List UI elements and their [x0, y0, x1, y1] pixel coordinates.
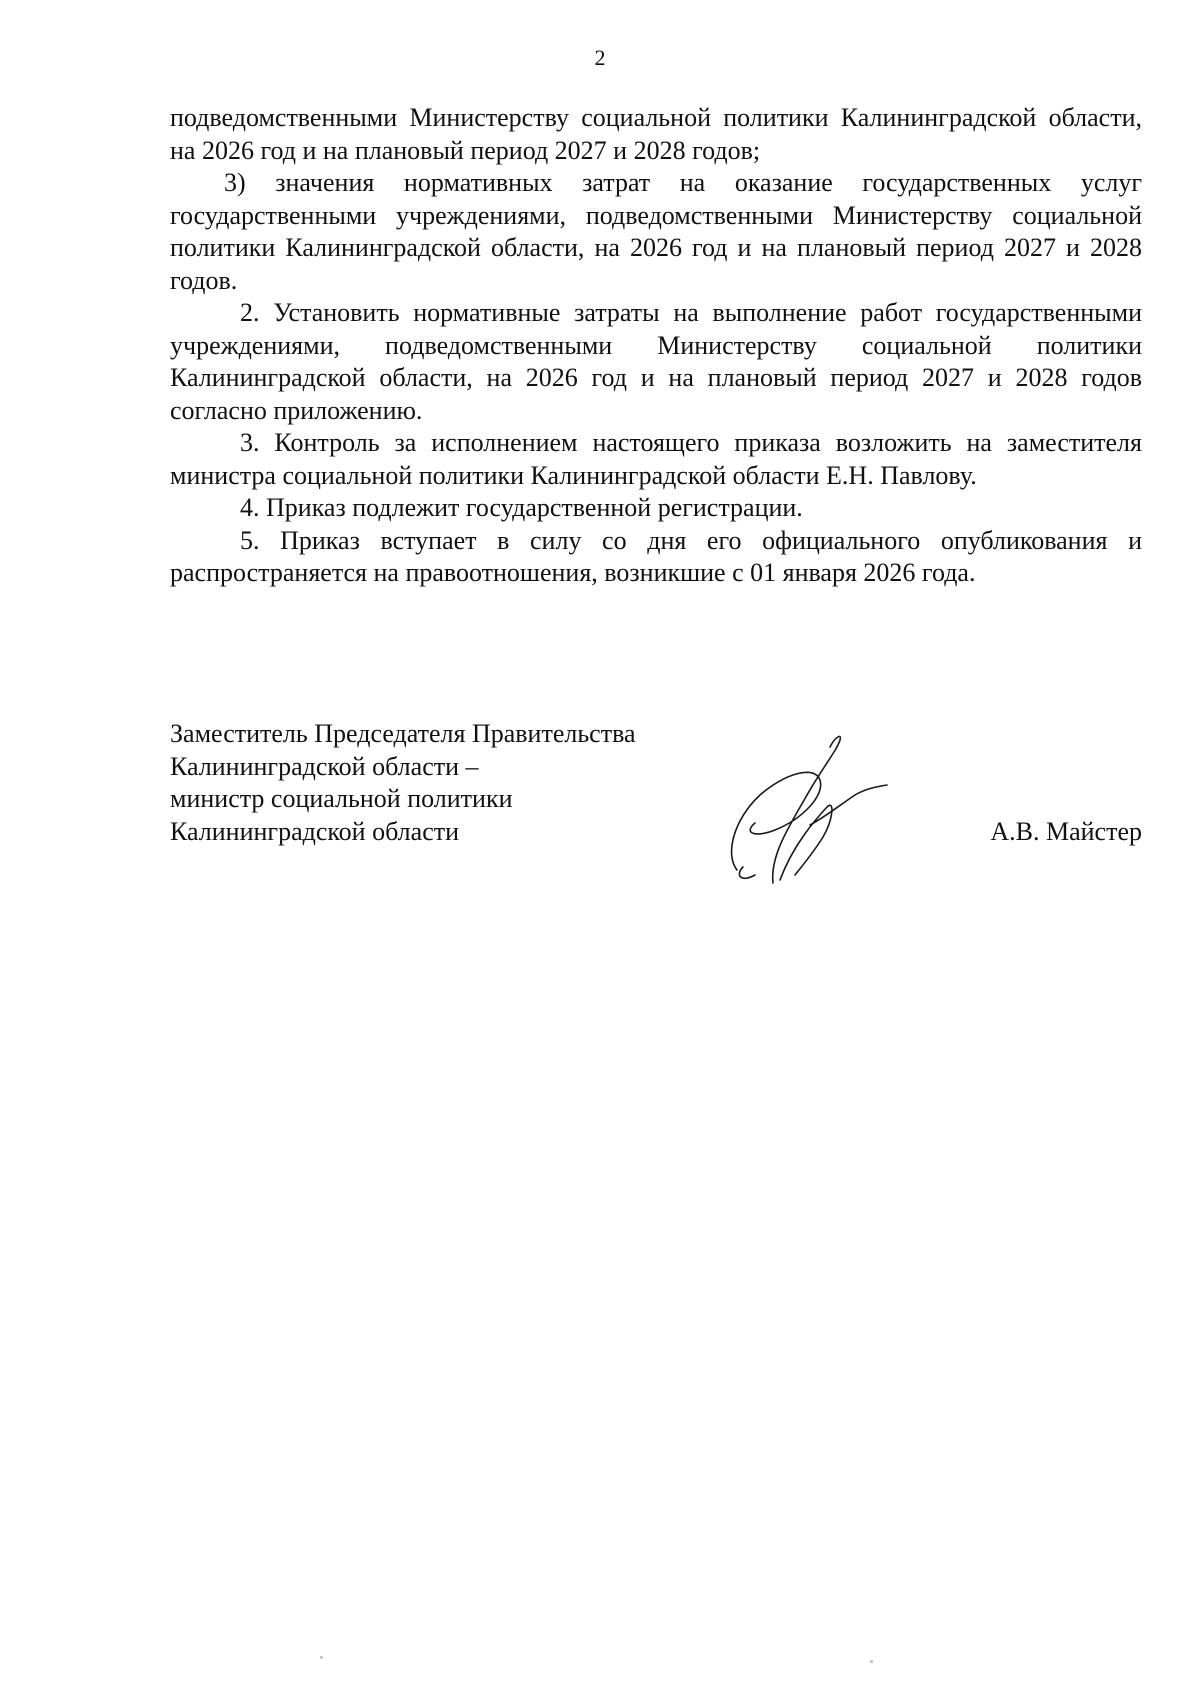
document-body: [170, 102, 1142, 590]
scan-speck: [320, 1656, 323, 1659]
paragraph-clause-2: 2. Установить нормативные затраты на выполнение работ государственными учреждениями, подведомственными Министерству социальной политики Калининградской области, на 2026 год и на плановый период 2027 и 2028 годов согласно приложению.: [170, 298, 1142, 425]
page-number: 2: [594, 45, 606, 70]
paragraph-clause-3: 3. Контроль за исполнением настоящего приказа возложить на заместителя министра социальной политики Калининградской области Е.Н. Павлову.: [170, 428, 1142, 490]
scan-speck: [870, 1660, 873, 1663]
paragraph-clause-4: 4. Приказ подлежит государственной регистрации.: [240, 493, 803, 522]
position-line: Заместитель Председателя Правительства: [170, 719, 636, 748]
paragraph-continuation: подведомственными Министерству социальной политики Калининградской области, на 2026 год и на плановый период 2027 и 2028 годов;: [170, 103, 1142, 165]
signatory-name: А.В. Майстер: [990, 817, 1142, 846]
position-line: министр социальной политики: [170, 784, 513, 813]
position-line: Калининградской области: [170, 816, 460, 846]
position-line: Калининградской области –: [170, 751, 479, 781]
signatory-position: [170, 718, 690, 848]
paragraph-clause-5: 5. Приказ вступает в силу со дня его официального опубликования и распространяется на правоотношения, возникшие с 01 января 2026 года.: [170, 525, 1142, 587]
signature-stroke: [739, 867, 755, 878]
handwritten-signature: [715, 725, 890, 890]
paragraph-item-3: 3) значения нормативных затрат на оказание государственных услуг государственными учреждениями, подведомственными Министерству социальной политики Калининградской области, на 2026 год и на плановый период 2027 и 2028 годов.: [170, 168, 1142, 295]
signature-stroke: [810, 785, 887, 825]
